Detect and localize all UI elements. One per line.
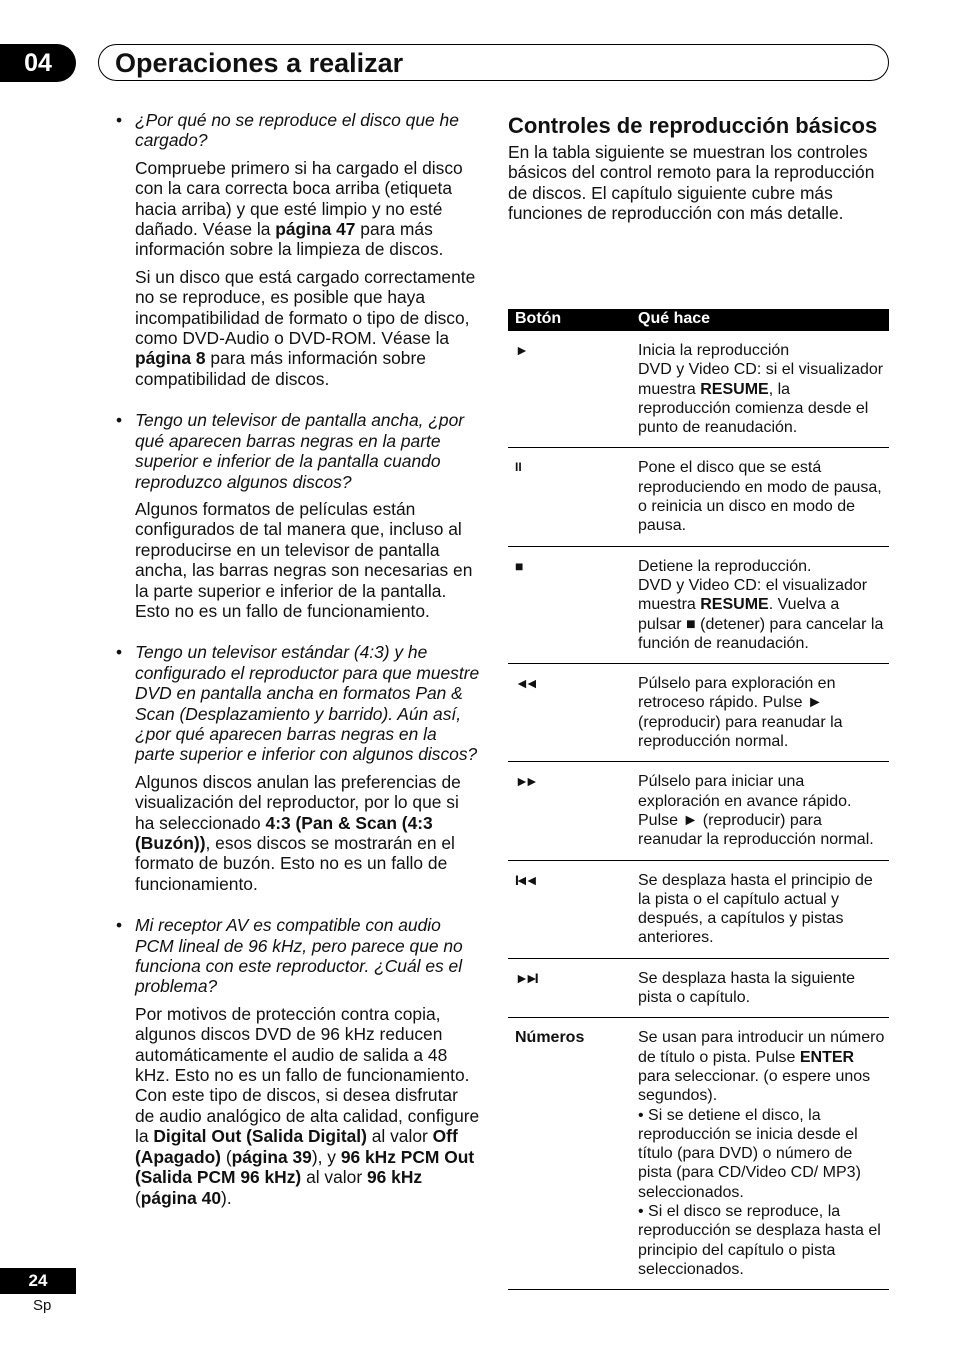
skip-previous-icon: I◄◄ [515, 871, 535, 888]
chapter-header [98, 44, 889, 81]
play-icon: ► [515, 342, 529, 358]
bullet: • [116, 110, 123, 130]
faq-question: Mi receptor AV es compatible con audio PCM lineal de 96 kHz, pero parece que no funciona con este reproductor. ¿Cuál es el problema? [135, 915, 463, 997]
faq-answer: Algunos formatos de películas están configurados de tal manera que, incluso al reproducirse en un televisor de pantalla ancha, las barras negras son necesarias en la parte superior e inferior de la pantalla. Esto no es un fallo de funcionamiento. [135, 498, 473, 621]
fast-forward-icon: ►► [515, 773, 535, 790]
faq-item [110, 642, 480, 894]
section-title: Controles de reproducción básicos [508, 113, 878, 138]
faq-item [110, 410, 480, 621]
chapter-title: Operaciones a realizar [115, 48, 404, 78]
faq-question: Tengo un televisor de pantalla ancha, ¿por qué aparecen barras negras en la parte superior e inferior de la pantalla cuando reproduzco algunos discos? [135, 410, 465, 492]
row-description: Púlselo para exploración en retroceso rápido. Pulse ► (reproducir) para reanudar la reproducción normal. [638, 675, 843, 751]
table-row [508, 664, 889, 762]
pause-icon: II [515, 460, 522, 475]
column-header-action: Qué hace [638, 310, 711, 327]
numbers-label: Números [515, 1029, 585, 1047]
row-description: Se desplaza hasta el principio de la pista o el capítulo actual y después, a capítulos y pistas anteriores. [638, 871, 873, 947]
faq-column [110, 110, 480, 1215]
faq-answer: Si un disco que está cargado correctamente no se reproduce, es posible que haya incompatibilidad de formato o tipo de disco, como DVD-Audio o DVD-ROM. Véase la página 8 para más información sobre compatibilidad de discos. [135, 266, 476, 389]
table-row [508, 331, 889, 448]
controls-section [508, 112, 889, 224]
language-code: Sp [33, 1297, 52, 1314]
page-number: 24 [0, 1268, 76, 1294]
stop-icon: ■ [515, 557, 524, 574]
bullet: • [116, 642, 123, 663]
faq-item [110, 915, 480, 1208]
column-header-button: Botón [515, 310, 562, 327]
controls-table [508, 309, 889, 1290]
table-row [508, 861, 889, 959]
chapter-number: 04 [0, 44, 76, 82]
bullet: • [116, 410, 123, 431]
section-intro: En la tabla siguiente se muestran los controles básicos del control remoto para la reproducción de discos. El capítulo siguiente cubre más funciones de reproducción con más detalle. [508, 142, 875, 224]
table-row [508, 762, 889, 860]
faq-answer: Por motivos de protección contra copia, algunos discos DVD de 96 kHz reducen automáticamente el audio de salida a 48 kHz. Esto no es un fallo de funcionamiento. Con este tipo de discos, si desea disfrutar de audio analógico de alta calidad, configure la Digital Out (Salida Digital) al valor Off (Apagado) (página 39), y 96 kHz PCM Out (Salida PCM 96 kHz) al valor 96 kHz (página 40). [135, 1003, 480, 1208]
faq-answer: Algunos discos anulan las preferencias de visualización del reproductor, por lo que si ha seleccionado 4:3 (Pan & Scan (4:3 (Buzón)), esos discos se mostrarán en el formato de buzón. Esto no es un fallo de funcionamiento. [135, 771, 461, 894]
table-header [508, 309, 889, 331]
row-description: Se desplaza hasta la siguiente pista o capítulo. [638, 969, 856, 1007]
table-row [508, 959, 889, 1019]
faq-answer: Compruebe primero si ha cargado el disco con la cara correcta boca arriba (etiqueta hacia arriba) y que esté limpio y no esté dañado. Véase la página 47 para más información sobre la limpieza de discos. [135, 157, 463, 260]
faq-item [110, 110, 480, 389]
faq-question: ¿Por qué no se reproduce el disco que he cargado? [135, 110, 459, 151]
rewind-icon: ◄◄ [515, 675, 535, 692]
row-description: Detiene la reproducción. DVD y Video CD: el visualizador muestra RESUME. Vuelva a pulsar ■ (detener) para cancelar la función de reanudación. [638, 557, 884, 652]
faq-question: Tengo un televisor estándar (4:3) y he configurado el reproductor para que muestre DVD en pantalla ancha en formatos Pan & Scan (Desplazamiento y barrido). Aún así, ¿por qué aparecen barras negras en la parte superior e inferior con algunos discos? [135, 642, 480, 765]
table-row [508, 448, 889, 546]
table-row [508, 547, 889, 664]
table-row [508, 1018, 889, 1290]
row-description: Pone el disco que se está reproduciendo en modo de pausa, o reinicia un disco en modo de pausa. [638, 459, 882, 535]
row-description: Se usan para introducir un número de título o pista. Pulse ENTER para seleccionar. (o espere unos segundos). • Si se detiene el disco, la reproducción se inicia desde el título (para DVD) o número de pista (para CD/Video CD/ MP3) seleccionados. • Si el disco se reproduce, la reproducción se desplaza hasta el principio del capítulo o pista seleccionados. [638, 1029, 885, 1278]
skip-next-icon: ►►I [515, 969, 535, 986]
row-description: Inicia la reproducción DVD y Video CD: si el visualizador muestra RESUME, la reproducción comienza desde el punto de reanudación. [638, 342, 884, 437]
bullet: • [116, 915, 123, 936]
row-description: Púlselo para iniciar una exploración en avance rápido. Pulse ► (reproducir) para reanudar la reproducción normal. [638, 773, 874, 849]
